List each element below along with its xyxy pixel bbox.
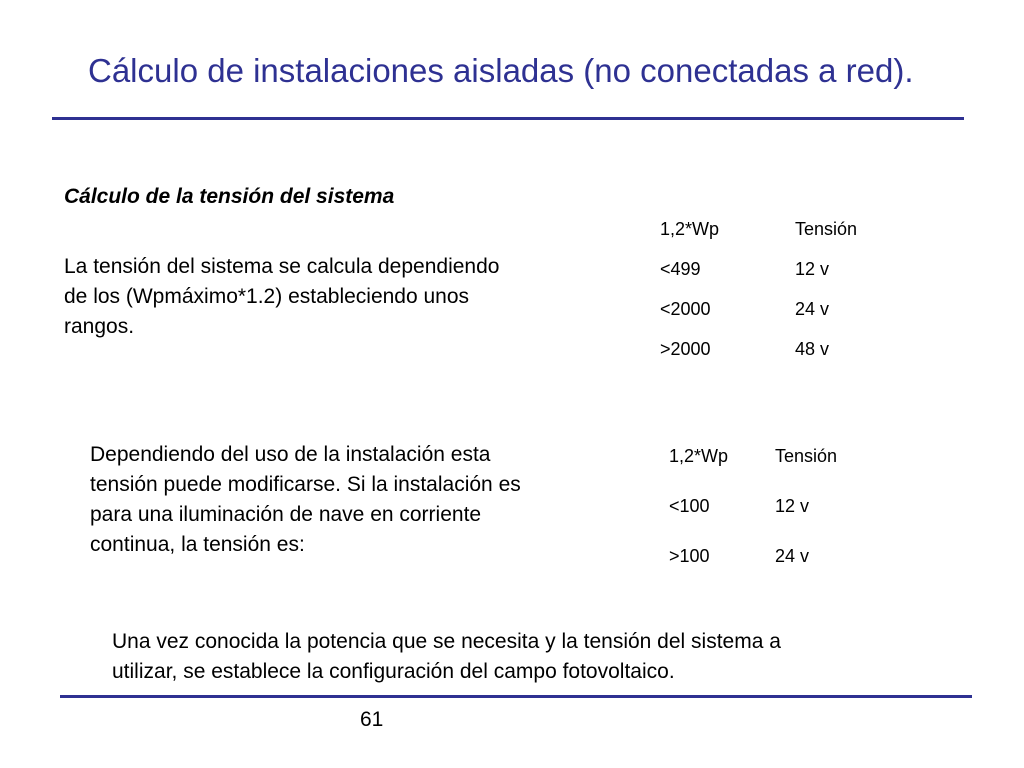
- conclusion-paragraph: [112, 627, 972, 687]
- table-header-wp: 1,2*Wp: [660, 219, 720, 239]
- table-cell: 12 v: [775, 496, 810, 516]
- usage-paragraph: [90, 440, 630, 560]
- title-underline: [52, 117, 964, 120]
- page-number: 61: [360, 708, 384, 731]
- paragraph-line: La tensión del sistema se calcula dependiendo: [64, 255, 500, 278]
- paragraph-line: de los (Wpmáximo*1.2) estableciendo unos: [64, 285, 470, 308]
- table-cell: >2000: [660, 339, 711, 359]
- table-header-tension: Tensión: [795, 219, 858, 239]
- paragraph-line: Dependiendo del uso de la instalación esta: [90, 443, 491, 466]
- slide-title: Cálculo de instalaciones aisladas (no conectadas a red).: [88, 52, 914, 89]
- table-header-tension: Tensión: [775, 446, 838, 466]
- footer-rule: [60, 695, 972, 698]
- table-cell: 24 v: [795, 299, 830, 319]
- paragraph-line: Una vez conocida la potencia que se necesita y la tensión del sistema a: [112, 630, 781, 653]
- table-header-wp: 1,2*Wp: [669, 446, 729, 466]
- table-cell: <100: [669, 496, 710, 516]
- paragraph-line: tensión puede modificarse. Si la instalación es: [90, 473, 521, 496]
- paragraph-line: rangos.: [64, 315, 135, 338]
- section-heading: Cálculo de la tensión del sistema: [64, 185, 395, 208]
- table-cell: 12 v: [795, 259, 830, 279]
- paragraph-line: continua, la tensión es:: [90, 533, 305, 556]
- table-cell: 48 v: [795, 339, 830, 359]
- table-cell: <499: [660, 259, 701, 279]
- table-cell: <2000: [660, 299, 711, 319]
- table-cell: 24 v: [775, 546, 810, 566]
- paragraph-line: utilizar, se establece la configuración del campo fotovoltaico.: [112, 660, 675, 683]
- table-cell: >100: [669, 546, 710, 566]
- paragraph-line: para una iluminación de nave en corriente: [90, 503, 482, 526]
- tension-paragraph: [64, 252, 624, 342]
